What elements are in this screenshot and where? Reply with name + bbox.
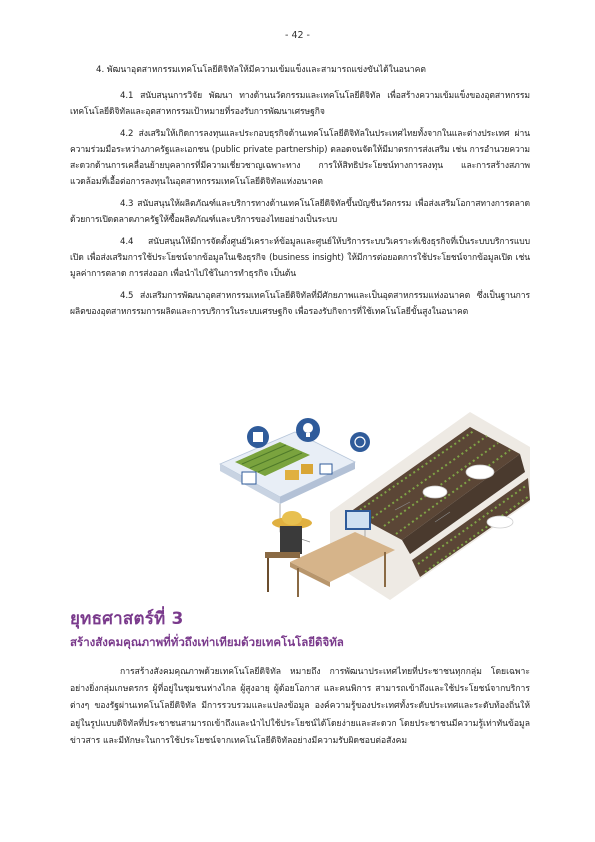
item-4-2: 4.2 ส่งเสริมให้เกิดการลงทุนและประกอบธุรกิจด้านเทคโนโลยีดิจิทัลในประเทศไทยทั้งจากในและต่างประเทศ ผ่านความร่วมมือระหว่างภาครัฐและเอกชน (public private partnership) ตลอดจนจัดให้มีมาตรการส่งเสริม เช่น การอำนวยความสะดวกด้านการเคลื่อนย้ายบุคลากรที่มีความเชี่ยวชาญเฉพาะทาง การให้สิทธิประโยชน์ทางการลงทุน และการสร้างสภาพแวดล้อมที่เอื้อต่อการลงทุนในอุตสาหกรรมเทคโนโลยีดิจิทัลแห่งอนาคต [70,129,530,187]
item-4-5: 4.5 ส่งเสริมการพัฒนาอุตสาหกรรมเทคโนโลยีดิจิทัลที่มีศักยภาพและเป็นอุตสาหกรรมแห่งอนาคต ซึ่งเป็นฐานการผลิตของอุตสาหกรรมการผลิตและการบริการในระบบเศรษฐกิจ เพื่อรองรับกิจการที่ใช้เทคโนโลยีขั้นสูงในอนาคต [70,291,530,317]
item-4-3: 4.3 สนับสนุนให้ผลิตภัณฑ์และบริการทางด้านเทคโนโลยีดิจิทัลขึ้นบัญชีนวัตกรรม เพื่อส่งเสริมโอกาสทางการตลาดด้วยการเปิดตลาดภาครัฐให้ซื้อผลิตภัณฑ์และบริการของไทยอย่างเป็นระบบ [70,199,530,225]
item-4-1: 4.1 สนับสนุนการวิจัย พัฒนา ทางด้านนวัตกรรมและเทคโนโลยีดิจิทัล เพื่อสร้างความเข้มแข็งของอุตสาหกรรมเทคโนโลยีดิจิทัลและอุตสาหกรรมเป้าหมายที่รองรับการพัฒนาเศรษฐกิจ [70,91,530,117]
strategy-title: ยุทธศาสตร์ที่ 3 [70,609,184,629]
smart-farm-illustration [180,392,530,600]
section-4-items [70,88,530,326]
strategy-paragraph: การสร้างสังคมคุณภาพด้วยเทคโนโลยีดิจิทัล หมายถึง การพัฒนาประเทศไทยที่ประชาชนทุกกลุ่ม โดยเฉพาะอย่างยิ่งกลุ่มเกษตรกร ผู้ที่อยู่ในชุมชนห่างไกล ผู้สูงอายุ ผู้ด้อยโอกาส และคนพิการ สามารถเข้าถึงและใช้ประโยชน์จากบริการต่างๆ ของรัฐผ่านเทคโนโลยีดิจิทัล มีการรวบรวมและแปลงข้อมูล องค์ความรู้ของประเทศทั้งระดับประเทศและระดับท้องถิ่นให้อยู่ในรูปแบบดิจิทัลที่ประชาชนสามารถเข้าถึงและนำไปใช้ประโยชน์ได้โดยง่ายและสะดวก โดยประชาชนมีความรู้เท่าทันข้อมูลข่าวสาร และมีทักษะในการใช้ประโยชน์จากเทคโนโลยีดิจิทัลอย่างมีความรับผิดชอบต่อสังคม [70,667,530,746]
page-number: - 42 - [285,30,310,41]
strategy-body [70,664,530,750]
section-4-heading: 4. พัฒนาอุตสาหกรรมเทคโนโลยีดิจิทัลให้มีความเข้มแข็งและสามารถแข่งขันได้ในอนาคต [96,65,426,75]
strategy-subtitle: สร้างสังคมคุณภาพที่ทั่วถึงเท่าเทียมด้วยเทคโนโลยีดิจิทัล [70,635,344,649]
item-4-4: 4.4 สนับสนุนให้มีการจัดตั้งศูนย์วิเคราะห์ข้อมูลและศูนย์ให้บริการระบบวิเคราะห์เชิงธุรกิจที่เป็นระบบบริการแบบเปิด เพื่อส่งเสริมการใช้ประโยชน์จากข้อมูลในเชิงธุรกิจ (business insight) ให้มีการต่อยอดการใช้ประโยชน์จากข้อมูลเปิด เช่น มูลค่าการตลาด การส่งออก เพื่อนำไปใช้ในการทำธุรกิจ เป็นต้น [70,237,530,279]
greenhouse-platform [220,432,355,504]
